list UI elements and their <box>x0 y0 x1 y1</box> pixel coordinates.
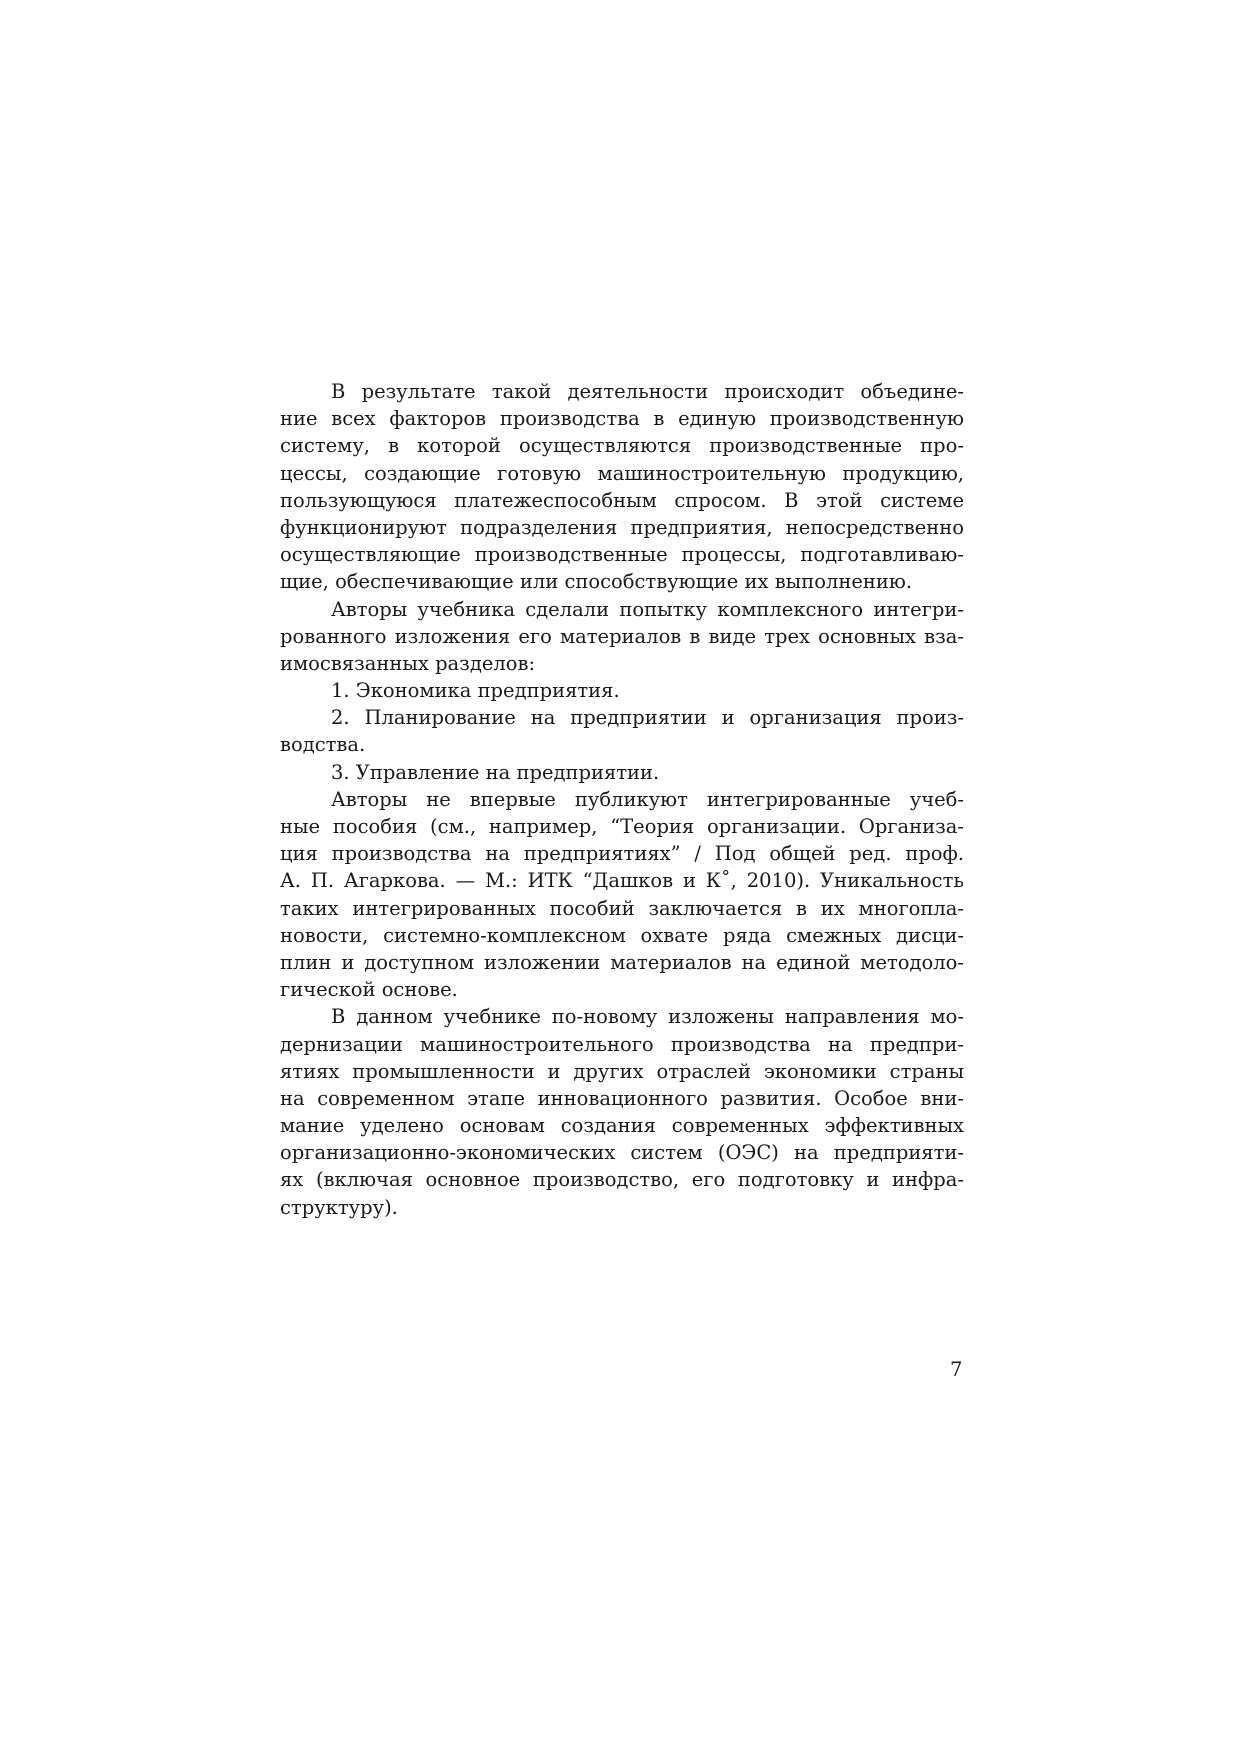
text-line: плин и доступном изложении материалов на единой методоло- <box>280 950 964 974</box>
text-line: ные пособия (см., например, “Теория организации. Организа- <box>280 815 964 838</box>
text-line: осуществляющие производственные процессы, подготавливаю- <box>280 543 964 567</box>
text-line: систему, в которой осуществляются производственные про- <box>280 434 964 458</box>
text-line: В данном учебнике по-новому изложены направления мо- <box>331 1005 964 1029</box>
list-item-continuation: водства. <box>280 733 366 757</box>
body-text <box>280 378 964 1221</box>
text-line: ние всех факторов производства в единую производственную <box>280 407 964 431</box>
text-line: цессы, создающие готовую машиностроительную продукцию, <box>280 461 964 485</box>
text-line: организационно-экономических систем (ОЭС) на предприяти- <box>280 1141 964 1165</box>
text-line: на современном этапе инновационного развития. Особое вни- <box>280 1086 964 1110</box>
text-line: мание уделено основам создания современных эффективных <box>280 1114 964 1138</box>
text-line: щие, обеспечивающие или способствующие их выполнению. <box>280 570 913 594</box>
text-line: Авторы учебника сделали попытку комплексного интегри- <box>331 597 964 621</box>
text-line: структуру). <box>280 1195 398 1219</box>
list-item: 3. Управление на предприятии. <box>331 760 660 784</box>
text-line: функционируют подразделения предприятия, непосредственно <box>280 515 964 539</box>
text-line: ция производства на предприятиях” / Под общей ред. проф. <box>280 842 964 866</box>
text-line: ятиях промышленности и других отраслей экономики страны <box>280 1059 964 1083</box>
text-line: таких интегрированных пособий заключается в их многопла- <box>280 896 964 920</box>
list-item: 2. Планирование на предприятии и организация произ- <box>331 706 964 730</box>
text-line: пользующуюся платежеспособным спросом. В этой системе <box>280 488 964 512</box>
text-line: А. П. Агаркова. — М.: ИТК “Дашков и К˚, 2010). Уникальность <box>280 869 964 893</box>
text-line: новости, системно-комплексном охвате ряда смежных дисци- <box>280 923 964 947</box>
text-line: Авторы не впервые публикуют интегрированные учеб- <box>331 787 964 811</box>
text-line: рованного изложения его материалов в виде трех основных вза- <box>280 624 964 648</box>
text-line: ях (включая основное производство, его подготовку и инфра- <box>280 1168 964 1192</box>
text-line: гической основе. <box>280 978 458 1002</box>
text-line: В результате такой деятельности происходит объедине- <box>331 380 964 403</box>
text-line: имосвязанных разделов: <box>280 651 536 675</box>
text-line: дернизации машиностроительного производства на предпри- <box>280 1032 964 1056</box>
list-item: 1. Экономика предприятия. <box>331 679 620 703</box>
page-number: 7 <box>950 1358 963 1381</box>
